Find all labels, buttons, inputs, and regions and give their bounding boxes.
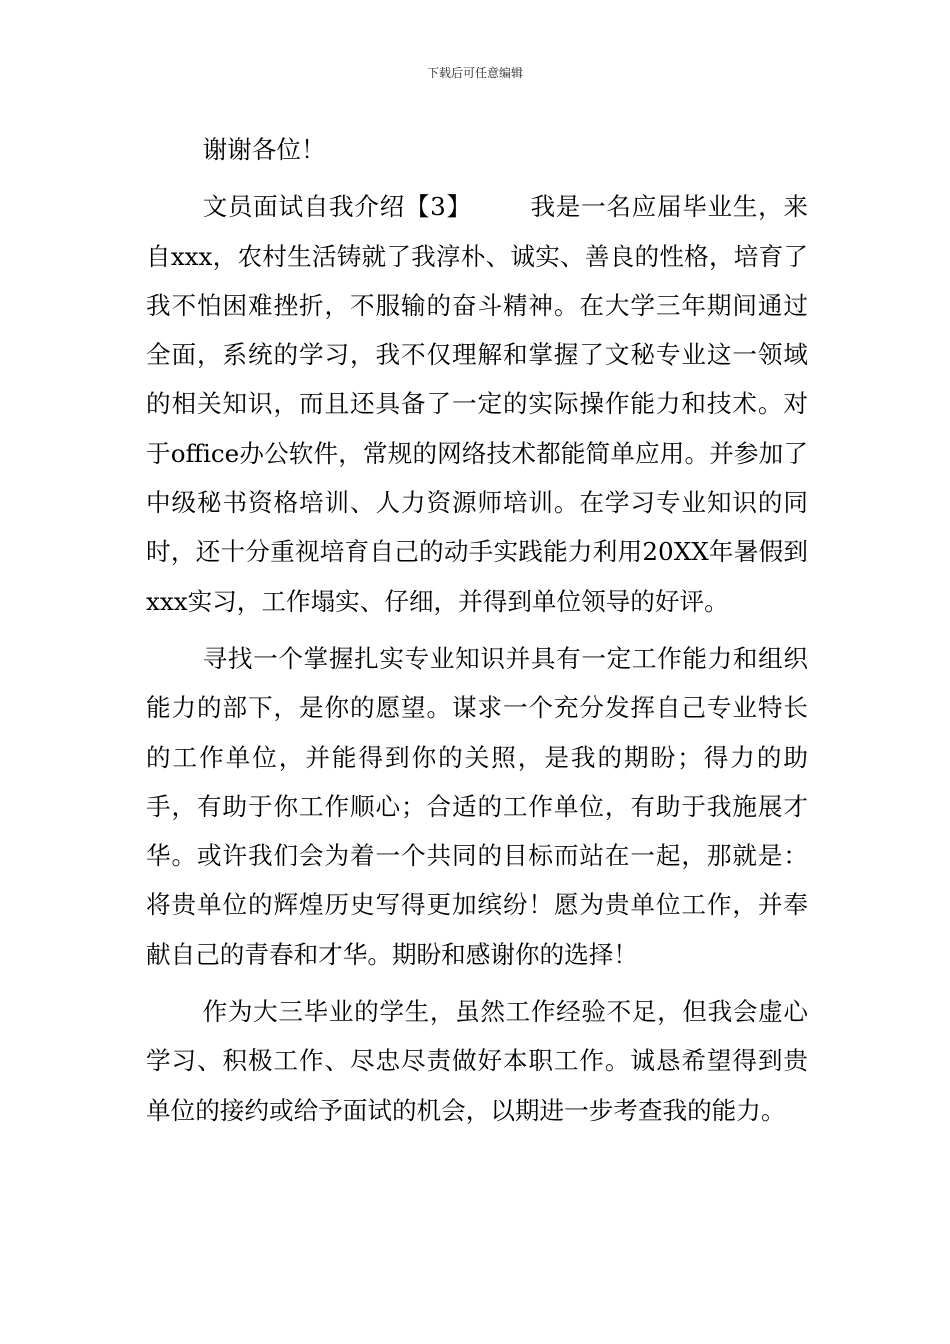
closing-thanks-paragraph: 谢谢各位！ <box>202 135 326 164</box>
closing-paragraph: 作为大三毕业的学生，虽然工作经验不足，但我会虚心学习、积极工作、尽忠尽责做好本职工作。诚恳希望得到贵单位的接约或给予面试的机会，以期进一步考查我的能力。 <box>146 997 808 1125</box>
section-title: 文员面试自我介绍【3】 <box>202 192 472 222</box>
page-header: 下载后可任意编辑 <box>426 66 523 80</box>
aspiration-paragraph: 寻找一个掌握扎实专业知识并具有一定工作能力和组织能力的部下，是你的愿望。谋求一个充分发挥自己专业特长的工作单位，并能得到你的关照，是我的期盼；得力的助手，有助于你工作顺心；合适的工作单位，有助于我施展才华。或许我们会为着一个共同的目标而站在一起，那就是：将贵单位的辉煌历史写得更加缤纷！愿为贵单位工作，并奉献自己的青春和才华。期盼和感谢你的选择！ <box>146 643 808 969</box>
intro-paragraph <box>146 182 808 626</box>
document-body <box>146 125 808 1135</box>
intro-text: 我是一名应届毕业生，来自xxx，农村生活铸就了我淳朴、诚实、善良的性格，培育了我不怕困难挫折，不服输的奋斗精神。在大学三年期间通过全面，系统的学习，我不仅理解和掌握了文秘专业这一领域的相关知识，而且还具备了一定的实际操作能力和技术。对于office办公软件，常规的网络技术都能简单应用。并参加了中级秘书资格培训、人力资源师培训。在学习专业知识的同时，还十分重视培育自己的动手实践能力利用20XX年暑假到xxx实习，工作塌实、仔细，并得到单位领导的好评。 <box>146 192 808 616</box>
